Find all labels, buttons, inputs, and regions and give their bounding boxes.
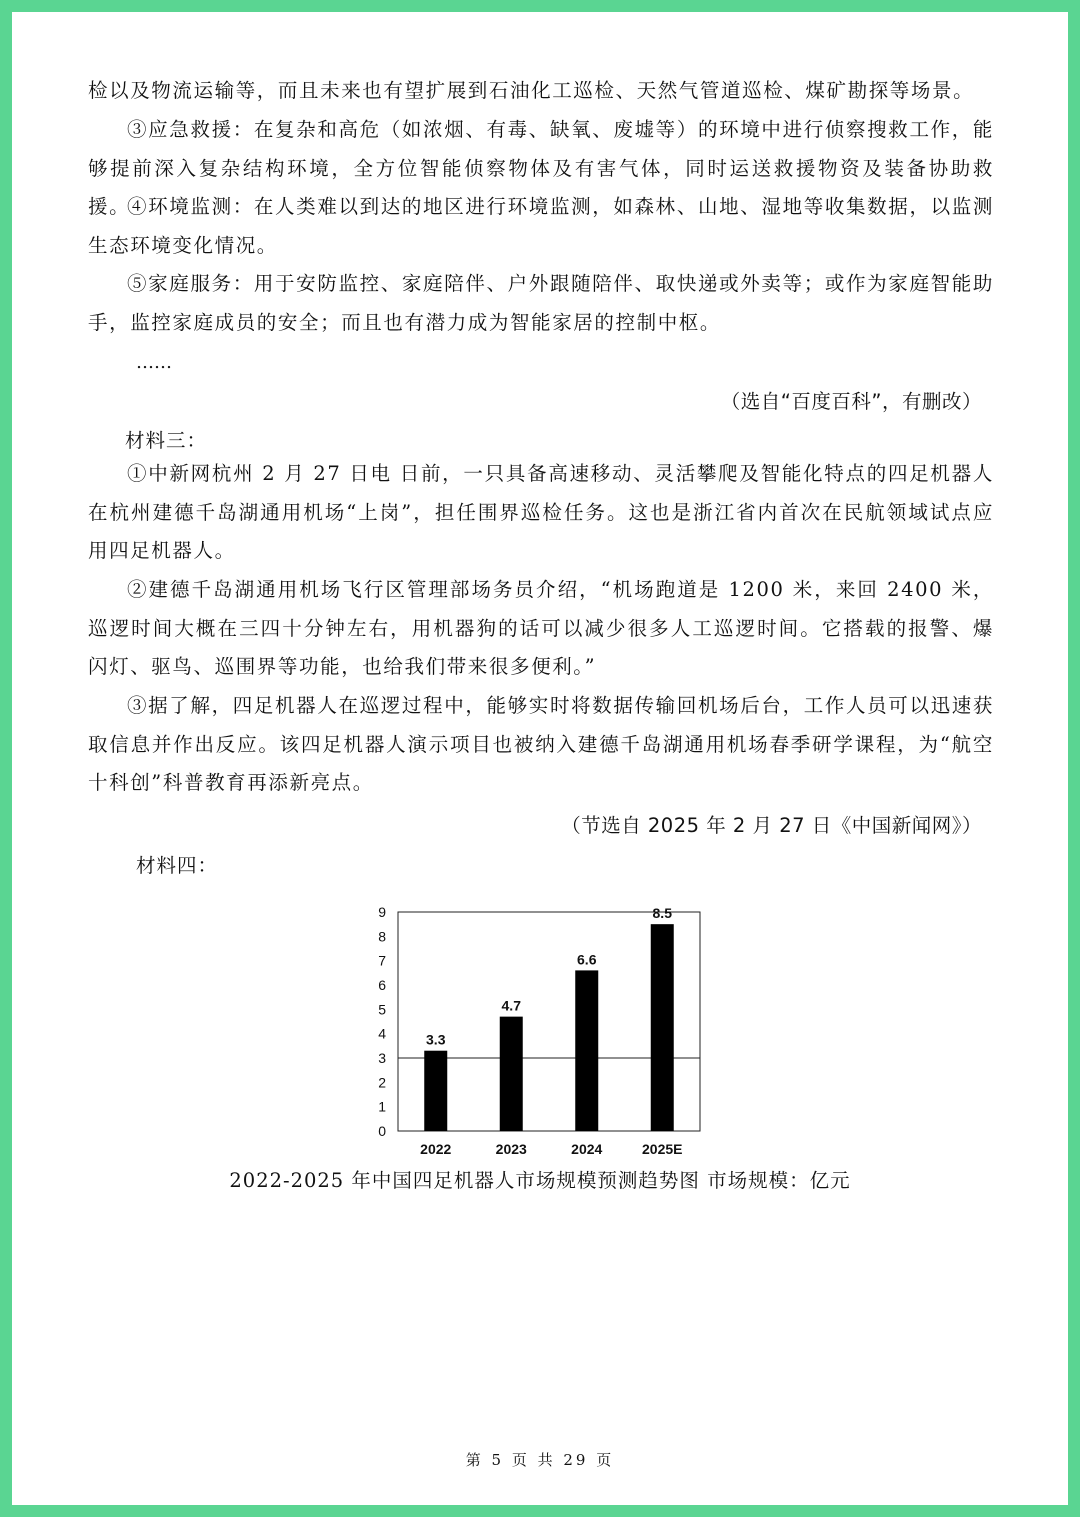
bar xyxy=(424,1051,447,1131)
material-three-label: 材料三： xyxy=(125,429,208,452)
paragraph-continuation: 检以及物流运输等，而且未来也有望扩展到石油化工巡检、天然气管道巡检、煤矿勘探等场景。 xyxy=(88,79,975,102)
y-tick-label: 0 xyxy=(378,1123,386,1139)
y-tick-label: 1 xyxy=(378,1098,386,1115)
paragraph-home-service: ⑤家庭服务：用于安防监控、家庭陪伴、户外跟随陪伴、取快递或外卖等；或作为家庭智能助手，监控家庭成员的安全；而且也有潜力成为智能家居的控制中枢。 xyxy=(88,272,994,334)
x-tick-label: 2022 xyxy=(420,1141,452,1157)
x-tick-label: 2023 xyxy=(495,1141,527,1157)
paragraph-news-3: ③据了解，四足机器人在巡逻过程中，能够实时将数据传输回机场后台，工作人员可以迅速获取信息并作出反应。该四足机器人演示项目也被纳入建德千岛湖通用机场春季研学课程，为“航空十科创”科普教育再添新亮点。 xyxy=(88,694,994,794)
ellipsis: …… xyxy=(136,352,172,373)
bar xyxy=(575,970,598,1131)
chart-caption: 2022-2025 年中国四足机器人市场规模预测趋势图 市场规模：亿元 xyxy=(229,1169,851,1192)
x-tick-label: 2025E xyxy=(642,1141,683,1157)
paragraph-emergency-rescue: ③应急救援：在复杂和高危（如浓烟、有毒、缺氧、废墟等）的环境中进行侦察搜救工作，能够提前深入复杂结构环境，全方位智能侦察物体及有害气体，同时运送救援物资及装备协助救援。 xyxy=(88,118,994,218)
y-tick-label: 8 xyxy=(378,928,386,945)
data-label: 4.7 xyxy=(501,997,521,1014)
data-label: 3.3 xyxy=(426,1031,446,1048)
bar xyxy=(500,1017,523,1131)
source-citation-news: （节选自 2025 年 2 月 27 日《中国新闻网》） xyxy=(561,814,982,837)
y-tick-label: 3 xyxy=(378,1050,386,1066)
y-tick-label: 4 xyxy=(378,1025,386,1042)
y-tick-label: 2 xyxy=(378,1074,386,1091)
data-label: 8.5 xyxy=(652,905,672,922)
y-tick-label: 9 xyxy=(378,904,386,920)
y-tick-label: 5 xyxy=(378,1001,386,1018)
paragraph-environment-monitoring: ④环境监测：在人类难以到达的地区进行环境监测，如森林、山地、湿地等收集数据，以监测生态环境变化情况。 xyxy=(88,195,994,257)
bar xyxy=(651,924,674,1131)
y-tick-label: 6 xyxy=(378,977,386,993)
x-tick-label: 2024 xyxy=(571,1141,603,1157)
material-four-label: 材料四： xyxy=(136,854,219,877)
document-page xyxy=(12,12,1068,1505)
paragraph-news-1: ①中新网杭州 2 月 27 日电 日前，一只具备高速移动、灵活攀爬及智能化特点的四足机器人在杭州建德千岛湖通用机场“上岗”，担任围界巡检任务。这也是浙江省内首次在民航领域试点应用四足机器人。 xyxy=(88,462,994,562)
page-footer: 第 5 页 共 29 页 xyxy=(465,1451,615,1469)
source-citation-baidu: （选自“百度百科”，有删改） xyxy=(720,390,982,413)
y-tick-label: 7 xyxy=(378,952,386,969)
data-label: 6.6 xyxy=(577,951,597,968)
bar-chart xyxy=(362,892,722,1162)
paragraph-news-2: ②建德千岛湖通用机场飞行区管理部场务员介绍，“机场跑道是 1200 米，来回 2400 米，巡逻时间大概在三四十分钟左右，用机器狗的话可以减少很多人工巡逻时间。它搭载的报警、爆闪灯、驱鸟、巡围界等功能，也给我们带来很多便利。” xyxy=(88,578,994,678)
